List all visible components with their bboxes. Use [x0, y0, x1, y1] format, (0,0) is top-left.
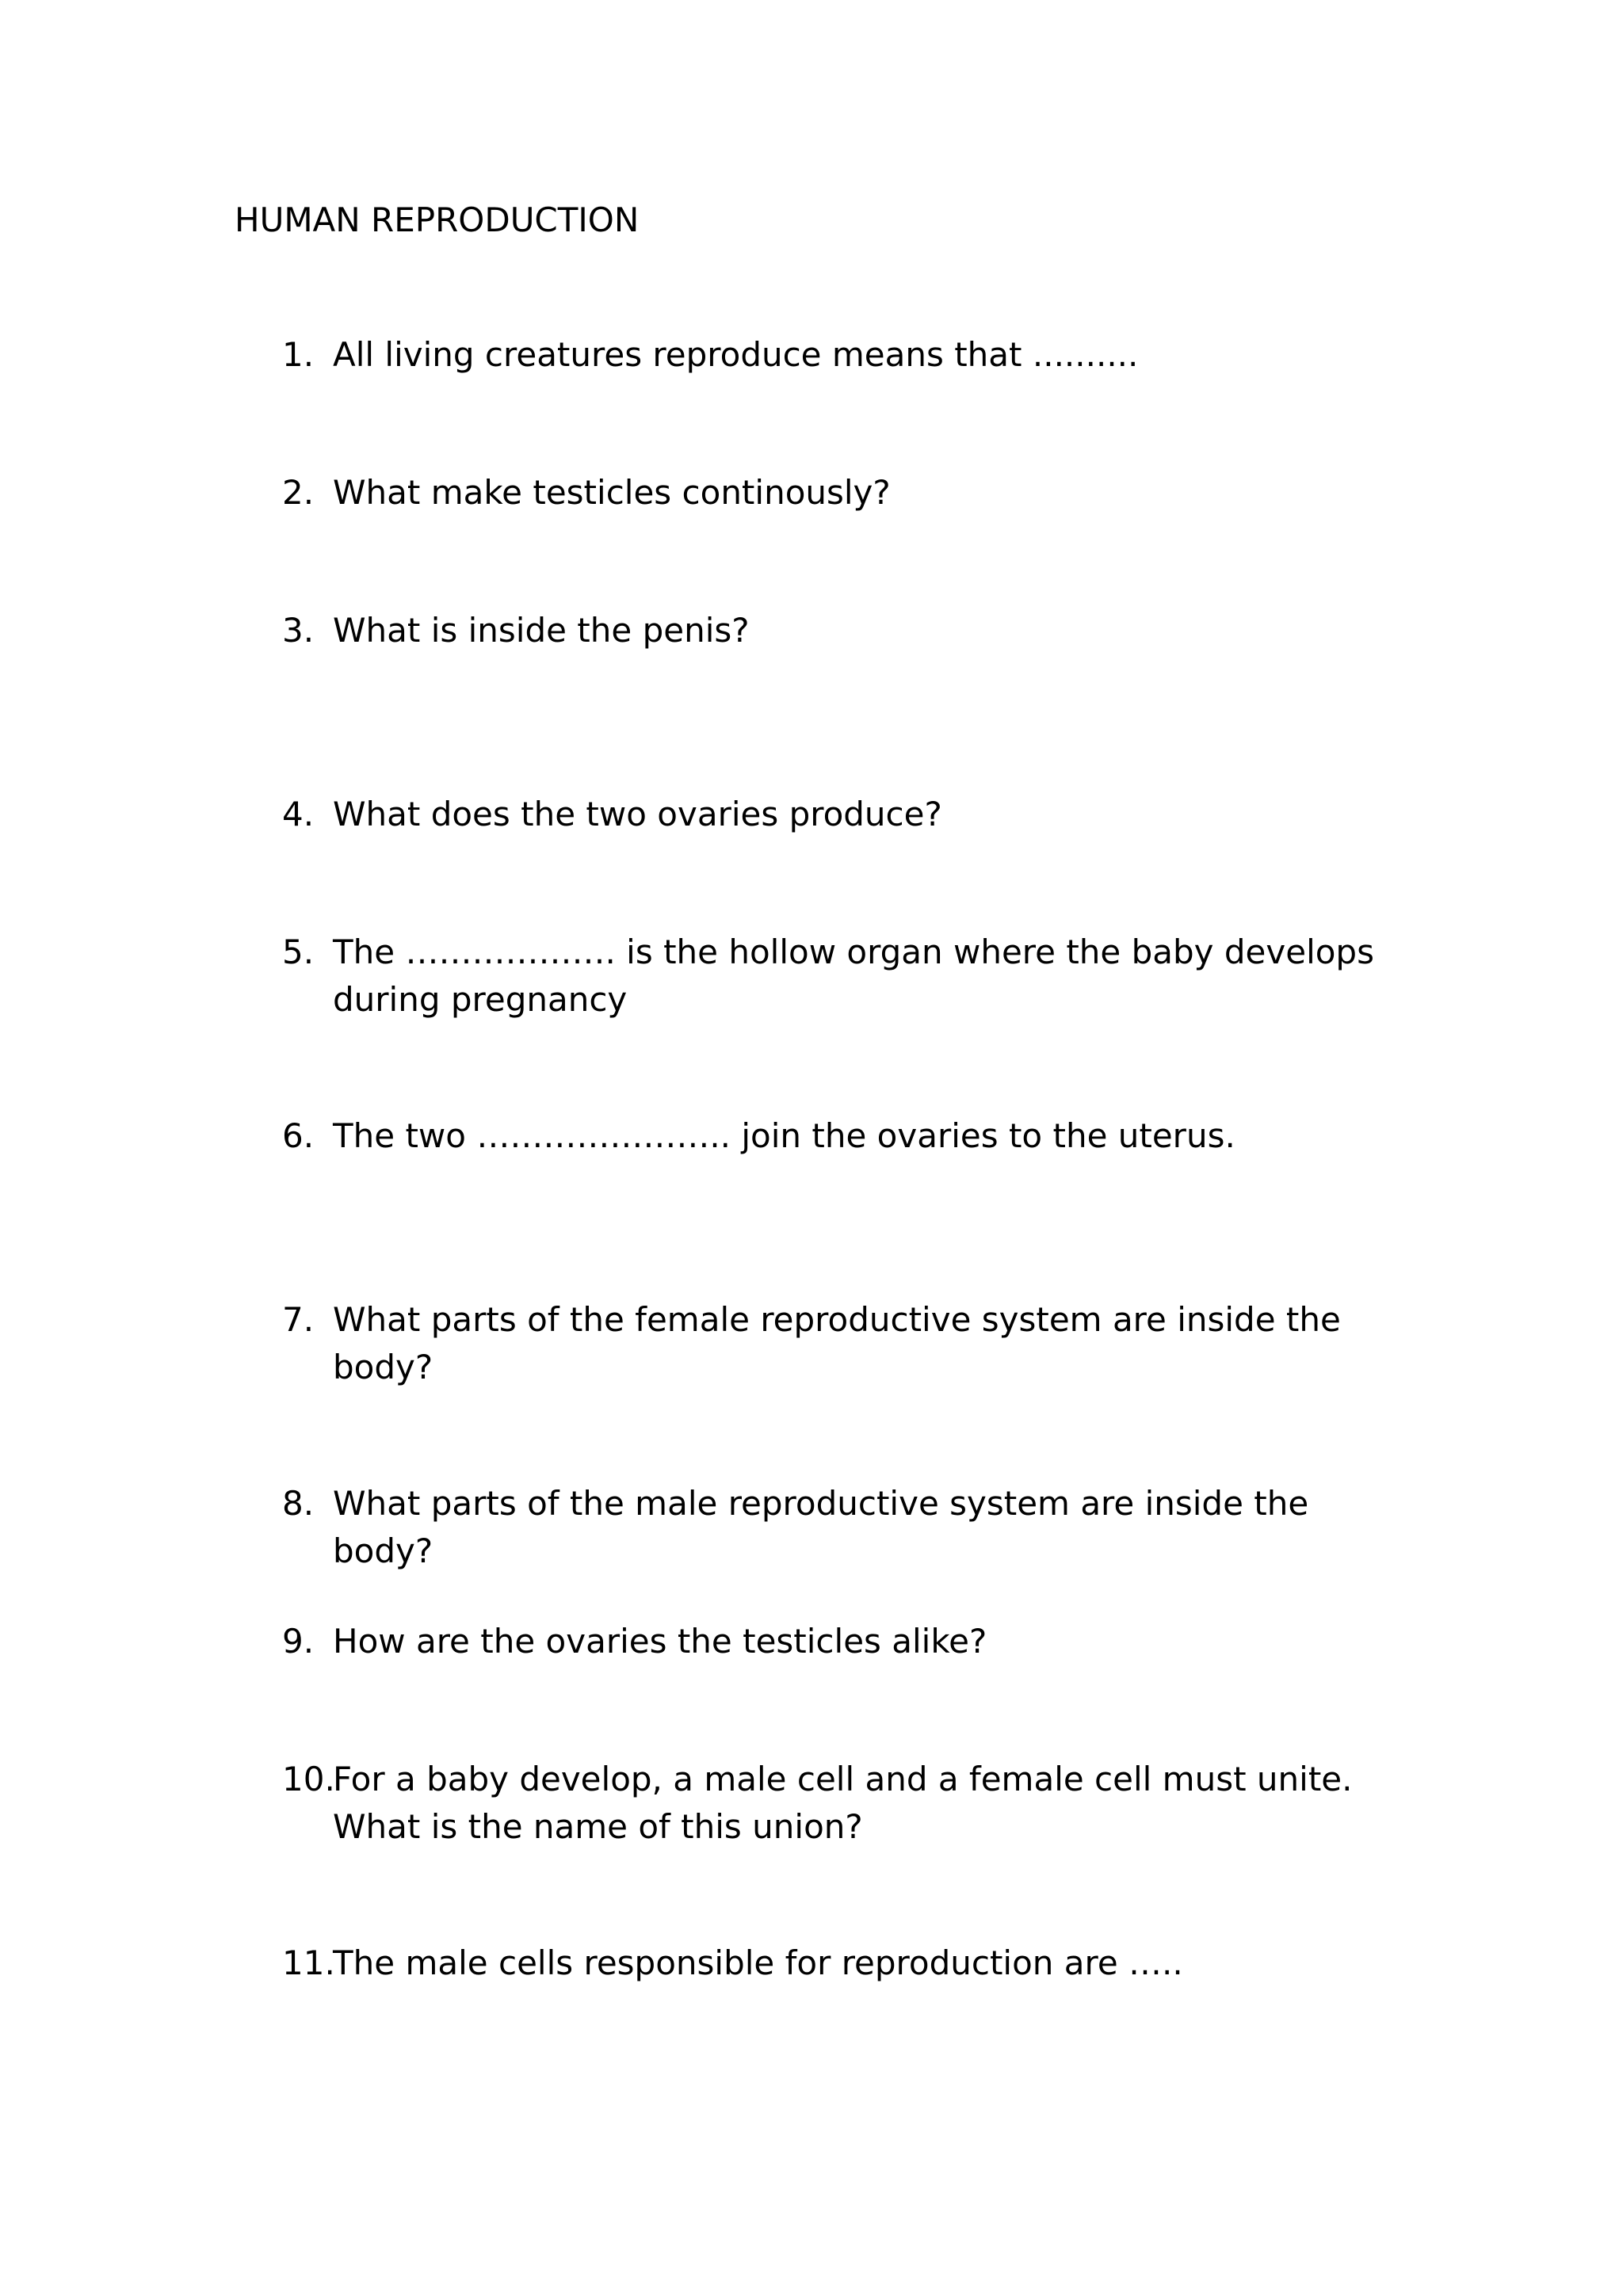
question-number: 10. — [282, 1760, 335, 1798]
question-number: 1. — [282, 335, 315, 374]
question-4 — [282, 791, 1392, 838]
question-5 — [282, 929, 1392, 1024]
question-number: 6. — [282, 1116, 315, 1155]
question-text: For a baby develop, a male cell and a female cell must unite. What is the name of this union? — [333, 1760, 1353, 1846]
question-text: What is inside the penis? — [333, 611, 750, 650]
question-text: All living creatures reproduce means that .......... — [333, 335, 1139, 374]
question-3 — [282, 607, 1392, 654]
question-text: What does the two ovaries produce? — [333, 795, 942, 833]
question-text: How are the ovaries the testicles alike? — [333, 1622, 987, 1661]
question-text: The two ………………….. join the ovaries to the uterus. — [333, 1116, 1235, 1155]
question-11 — [282, 1939, 1392, 1987]
question-7 — [282, 1296, 1392, 1391]
question-text: The male cells responsible for reproduction are ….. — [333, 1943, 1183, 1982]
question-number: 5. — [282, 933, 315, 971]
question-10 — [282, 1756, 1392, 1851]
question-text: The ………………. is the hollow organ where the baby develops during pregnancy — [333, 933, 1374, 1019]
question-text: What parts of the male reproductive system are inside the body? — [333, 1484, 1309, 1570]
question-2 — [282, 469, 1392, 517]
question-6 — [282, 1112, 1392, 1160]
question-text: What make testicles continously? — [333, 473, 891, 512]
question-number: 7. — [282, 1300, 315, 1339]
question-9 — [282, 1618, 1392, 1665]
question-1 — [282, 331, 1392, 379]
question-number: 2. — [282, 473, 315, 512]
question-number: 11. — [282, 1943, 335, 1982]
worksheet-title: HUMAN REPRODUCTION — [235, 200, 640, 239]
question-number: 8. — [282, 1484, 315, 1523]
question-number: 4. — [282, 795, 315, 833]
question-number: 9. — [282, 1622, 315, 1661]
question-8 — [282, 1480, 1392, 1575]
question-text: What parts of the female reproductive system are inside the body? — [333, 1300, 1341, 1386]
question-number: 3. — [282, 611, 315, 650]
